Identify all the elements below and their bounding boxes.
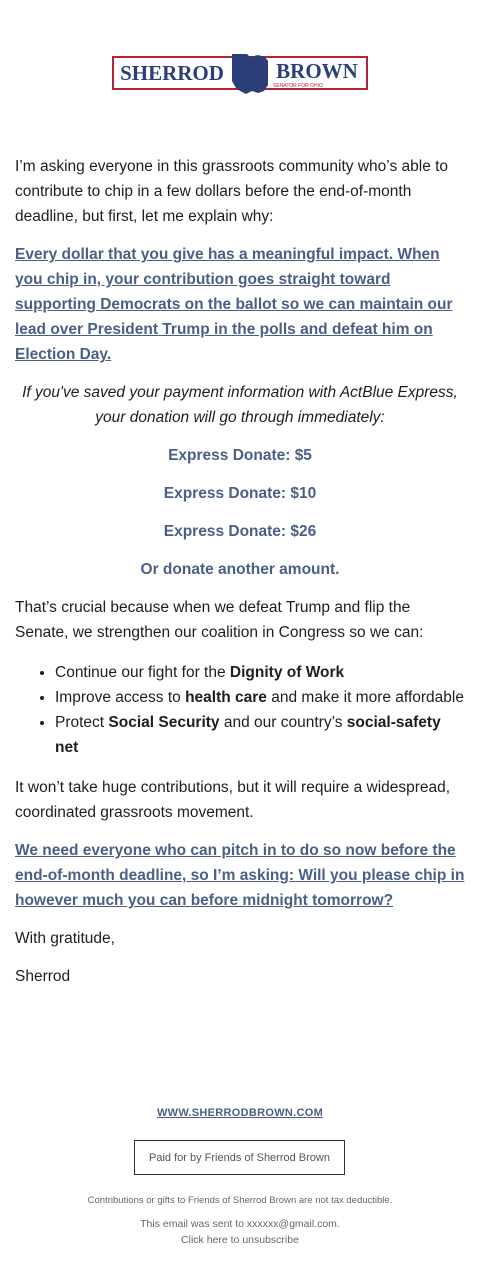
intro-paragraph: I’m asking everyone in this grassroots community who’s able to contribute to chip in a few dollars before the end-of-month deadline, but first, let me explain why: [15, 158, 449, 225]
express-note: If you've saved your payment information with ActBlue Express, your donation will go through immediately: [22, 384, 458, 426]
list-item: • Continue our fight for the Dignity of Work [55, 660, 465, 685]
closing-text: With gratitude, [15, 930, 115, 947]
paid-for-box: Paid for by Friends of Sherrod Brown [134, 1140, 345, 1175]
tax-disclaimer: Contributions or gifts to Friends of Sherrod Brown are not tax deductible. [87, 1195, 393, 1206]
ask-link[interactable]: We need everyone who can pitch in to do so now before the end-of-month deadline, so I’m asking: Will you please chip in however much you can before midnight tomorrow? [15, 842, 465, 909]
unsubscribe-link[interactable]: Click here to unsubscribe [181, 1234, 299, 1246]
campaign-logo [112, 51, 368, 95]
express-donate-10-link[interactable]: Express Donate: $10 [163, 485, 317, 502]
logo-tagline: SENATOR FOR OHIO [273, 83, 323, 89]
list-item: • Improve access to health care and make it more affordable [55, 685, 465, 710]
ohio-shape-icon [232, 54, 268, 94]
website-link[interactable]: WWW.SHERRODBROWN.COM [156, 1107, 324, 1119]
donate-other-row [15, 557, 465, 582]
sent-to-text: This email was sent to xxxxxx@gmail.com. [140, 1218, 340, 1230]
impact-link[interactable]: Every dollar that you give has a meaningful impact. When you chip in, your contribution goes straight toward supporting Democrats on the ballot so we can maintain our lead over President Trump in the polls and defeat him on Election Day. [15, 246, 453, 363]
impact-paragraph [15, 242, 465, 367]
logo-text-left: SHERROD [120, 61, 224, 85]
donate-26-row [15, 519, 465, 544]
movement-paragraph: It won’t take huge contributions, but it will require a widespread, coordinated grassroots movement. [15, 779, 451, 821]
sent-to-block [0, 1216, 480, 1248]
email-body [15, 154, 465, 1002]
goals-list [15, 660, 465, 760]
express-donate-5-link[interactable]: Express Donate: $5 [168, 447, 312, 464]
donate-other-amount-link[interactable]: Or donate another amount. [140, 561, 340, 578]
website-row [0, 1107, 480, 1119]
ask-paragraph [15, 838, 465, 913]
list-item: • Protect Social Security and our country’s social-safety net [55, 710, 465, 760]
donate-5-row [15, 443, 465, 468]
logo-text-right: BROWN [276, 59, 358, 83]
express-donate-26-link[interactable]: Express Donate: $26 [163, 523, 317, 540]
signature-text: Sherrod [15, 968, 71, 985]
donate-10-row [15, 481, 465, 506]
crucial-paragraph: That’s crucial because when we defeat Trump and flip the Senate, we strengthen our coalition in Congress so we can: [15, 599, 424, 641]
